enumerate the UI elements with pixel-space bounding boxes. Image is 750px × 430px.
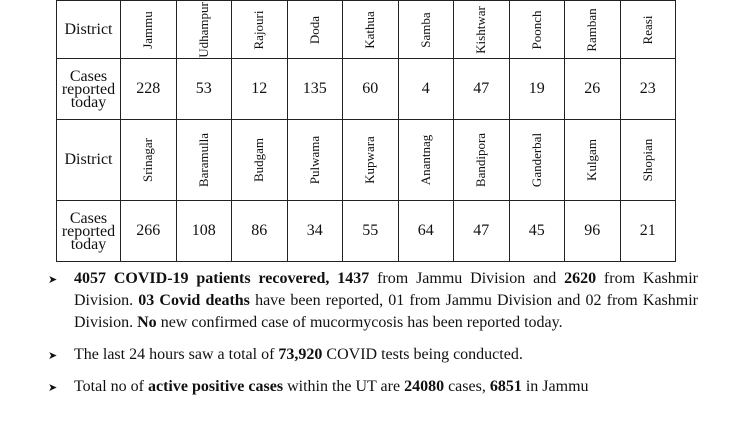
district-name: Bandipora — [473, 132, 489, 188]
district-name: Samba — [417, 11, 433, 48]
district-name: Poonch — [528, 10, 544, 49]
district-name-cell — [343, 120, 399, 201]
cases-cell: 53 — [176, 59, 232, 120]
bullet-list — [48, 268, 698, 408]
district-name-cell — [176, 120, 232, 201]
bold-text: 4057 COVID-19 patients recovered, 1437 — [74, 270, 370, 287]
cases-row-kashmir — [57, 201, 676, 262]
cases-cell: 19 — [509, 59, 565, 120]
bullet-active-cases — [48, 376, 698, 398]
district-name: Srinagar — [140, 137, 156, 183]
district-name-cell — [287, 120, 343, 201]
cases-cell: 86 — [232, 201, 288, 262]
cases-row-jammu — [57, 59, 676, 120]
district-name: Kulgam — [584, 139, 600, 181]
district-name-cell — [121, 120, 177, 201]
cases-cell: 64 — [398, 201, 454, 262]
row-header-district: District — [57, 120, 121, 201]
cases-cell: 26 — [565, 59, 621, 120]
bullet-text — [74, 346, 523, 363]
cases-cell: 55 — [343, 201, 399, 262]
bullet-tests — [48, 344, 698, 366]
bold-text: 03 Covid deaths — [138, 292, 250, 309]
district-name-cell — [232, 120, 288, 201]
bold-text: 6851 — [489, 378, 522, 395]
row-header-district: District — [57, 1, 121, 59]
bullet-text — [74, 270, 698, 331]
district-name: Pulwama — [306, 135, 322, 185]
district-name: Rajouri — [251, 10, 267, 49]
cases-cell: 228 — [121, 59, 177, 120]
district-name-cell — [398, 1, 454, 59]
district-name-cell — [509, 1, 565, 59]
arrow-bullet-icon: ➤ — [48, 349, 58, 362]
cases-cell: 34 — [287, 201, 343, 262]
bullet-text — [74, 378, 589, 395]
district-name: Shopian — [639, 138, 655, 182]
district-name: Reasi — [639, 15, 655, 44]
text-run: Total no of — [74, 378, 148, 395]
district-name: Udhampur — [195, 1, 211, 58]
bold-text: active positive cases — [147, 378, 284, 395]
bullet-recoveries — [48, 268, 698, 334]
district-name-cell — [287, 1, 343, 59]
row-header-cases: Cases reported today — [57, 59, 121, 120]
district-name-cell — [121, 1, 177, 59]
district-name-cell — [398, 120, 454, 201]
district-name: Budgam — [251, 137, 267, 183]
text-run: COVID tests being conducted. — [322, 346, 523, 363]
cases-cell: 21 — [620, 201, 676, 262]
bold-text: 24080 — [404, 378, 445, 395]
district-cases-table — [56, 0, 676, 262]
district-name-cell — [176, 1, 232, 59]
cases-cell: 47 — [454, 201, 510, 262]
district-name: Ganderbal — [528, 132, 544, 188]
district-name: Ramban — [584, 7, 600, 52]
cases-cell: 266 — [121, 201, 177, 262]
district-name-cell — [565, 1, 621, 59]
district-name: Kathua — [362, 10, 378, 49]
district-name: Baramulla — [195, 132, 211, 188]
bold-text: 2620 — [564, 270, 597, 287]
district-name-cell — [509, 120, 565, 201]
text-run: cases, — [444, 378, 490, 395]
cases-cell: 45 — [509, 201, 565, 262]
cases-cell: 47 — [454, 59, 510, 120]
row-header-cases: Cases reported today — [57, 201, 121, 262]
bold-text: 73,920 — [278, 346, 323, 363]
district-name-cell — [343, 1, 399, 59]
district-name: Kishtwar — [473, 5, 489, 54]
district-name-cell — [454, 120, 510, 201]
district-name: Jammu — [140, 10, 156, 49]
district-name: Doda — [306, 15, 322, 44]
district-name: Kupwara — [362, 136, 378, 184]
bold-text: No — [137, 314, 157, 331]
text-run: from Jammu Division and — [369, 270, 565, 287]
cases-cell: 23 — [620, 59, 676, 120]
district-name-cell — [232, 1, 288, 59]
text-run: The last 24 hours saw a total of — [74, 346, 279, 363]
cases-cell: 96 — [565, 201, 621, 262]
cases-cell: 12 — [232, 59, 288, 120]
district-row-kashmir — [57, 120, 676, 201]
text-run: within the UT are — [283, 378, 405, 395]
cases-cell: 108 — [176, 201, 232, 262]
text-run: in Jammu — [521, 378, 589, 395]
arrow-bullet-icon: ➤ — [48, 381, 58, 394]
text-run: have been reported, 01 from Jammu Division and 02 from Kashmir Division. — [74, 292, 698, 331]
arrow-bullet-icon: ➤ — [48, 273, 58, 286]
cases-cell: 4 — [398, 59, 454, 120]
district-row-jammu — [57, 1, 676, 59]
cases-cell: 60 — [343, 59, 399, 120]
district-name-cell — [454, 1, 510, 59]
district-name-cell — [620, 1, 676, 59]
district-name: Anantnag — [417, 134, 433, 186]
cases-cell: 135 — [287, 59, 343, 120]
district-name-cell — [620, 120, 676, 201]
text-run: from Kashmir Division. — [74, 270, 698, 309]
text-run: new confirmed case of mucormycosis has been reported today. — [156, 314, 563, 331]
district-name-cell — [565, 120, 621, 201]
